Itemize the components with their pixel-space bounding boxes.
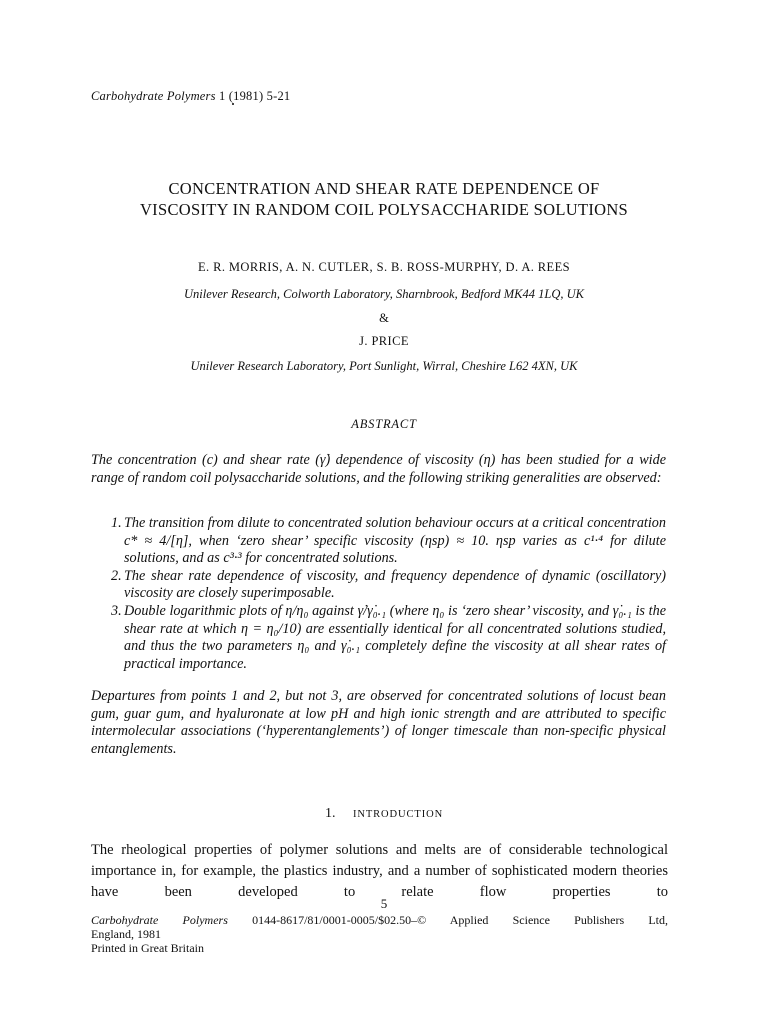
journal-volume: 1: [219, 89, 226, 103]
abstract-departures: Departures from points 1 and 2, but not 3, are observed for concentrated solutions of locust bean gum, guar gum, and hyaluronate at low pH and high ionic strength and are attributed to specific intermolecular associations (‘hyperentanglements’) of longer timescale than non-specific physical entanglements.: [91, 688, 666, 757]
title-line-1: CONCENTRATION AND SHEAR RATE DEPENDENCE OF: [168, 179, 600, 198]
abstract-intro-text: The concentration (c) and shear rate (γ̇) dependence of viscosity (η) has been studied for a wide range of random coil polysaccharide solutions, and the following striking generalities are observed:: [91, 452, 666, 486]
footer-code: 0144-8617/81/0001-0005/$02.50–© Applied Science Publishers Ltd,: [252, 913, 669, 927]
affiliation-2: Unilever Research Laboratory, Port Sunlight, Wirral, Cheshire L62 4XN, UK: [190, 359, 578, 373]
journal-citation: (1981) 5-21: [228, 89, 291, 103]
point-number: 1.: [111, 515, 122, 531]
section-title: INTRODUCTION: [352, 809, 444, 820]
author-ampersand: &: [379, 311, 389, 325]
footer-line-3: Printed in Great Britain: [91, 941, 204, 955]
point-text: The transition from dilute to concentrated solution behaviour occurs at a critical concentration c* ≈ 4/[η], when ‘zero shear’ specific viscosity (ηsp) ≈ 10. ηsp varies as c¹·⁴ for dilute solutions, and as c³·³ for concentrated solutions.: [124, 515, 666, 567]
introduction-text: The rheological properties of polymer solutions and melts are of considerable technological importance in, for example, the plastics industry, and a number of sophisticated modern theories have been developed to relate flow properties to: [91, 842, 668, 900]
page-number: 5: [380, 896, 388, 911]
abstract-point: [91, 515, 666, 568]
footer-journal: Carbohydrate Polymers: [91, 913, 228, 927]
footer-line-2: England, 1981: [91, 927, 161, 941]
journal-name: Carbohydrate Polymers: [91, 89, 216, 103]
section-heading: [60, 806, 708, 822]
point-number: 2.: [111, 567, 122, 584]
print-speck: [232, 103, 234, 105]
abstract-heading: ABSTRACT: [351, 417, 417, 431]
abstract-intro: [91, 452, 666, 487]
abstract-point: [91, 568, 666, 603]
author-list-1: E. R. MORRIS, A. N. CUTLER, S. B. ROSS-MURPHY, D. A. REES: [198, 260, 570, 274]
point-text: The shear rate dependence of viscosity, and frequency dependence of dynamic (oscillatory) viscosity are closely superimposable.: [124, 567, 666, 602]
point-text: Double logarithmic plots of η/η₀ against γ̇/γ̇₀.₁ (where η₀ is ‘zero shear’ viscosity, and γ̇₀.₁ is the shear rate at which η = η₀/10) are essentially identical for all concentrated solutions studied, and thus the two parameters η₀ and γ̇₀.₁ completely define the viscosity at all shear rates of practical importance.: [124, 602, 666, 672]
section-number: 1.: [324, 806, 336, 821]
title-line-2: VISCOSITY IN RANDOM COIL POLYSACCHARIDE SOLUTIONS: [139, 200, 629, 219]
paper-title: [60, 178, 708, 220]
author-list-2: J. PRICE: [359, 334, 409, 348]
publisher-footer: [91, 913, 668, 955]
footer-line-1: [91, 913, 668, 927]
affiliation-1: Unilever Research, Colworth Laboratory, Sharnbrook, Bedford MK44 1LQ, UK: [184, 287, 584, 301]
journal-reference: [91, 89, 290, 104]
point-number: 3.: [111, 602, 122, 619]
abstract-point: [91, 603, 666, 673]
abstract-points: [91, 515, 666, 673]
